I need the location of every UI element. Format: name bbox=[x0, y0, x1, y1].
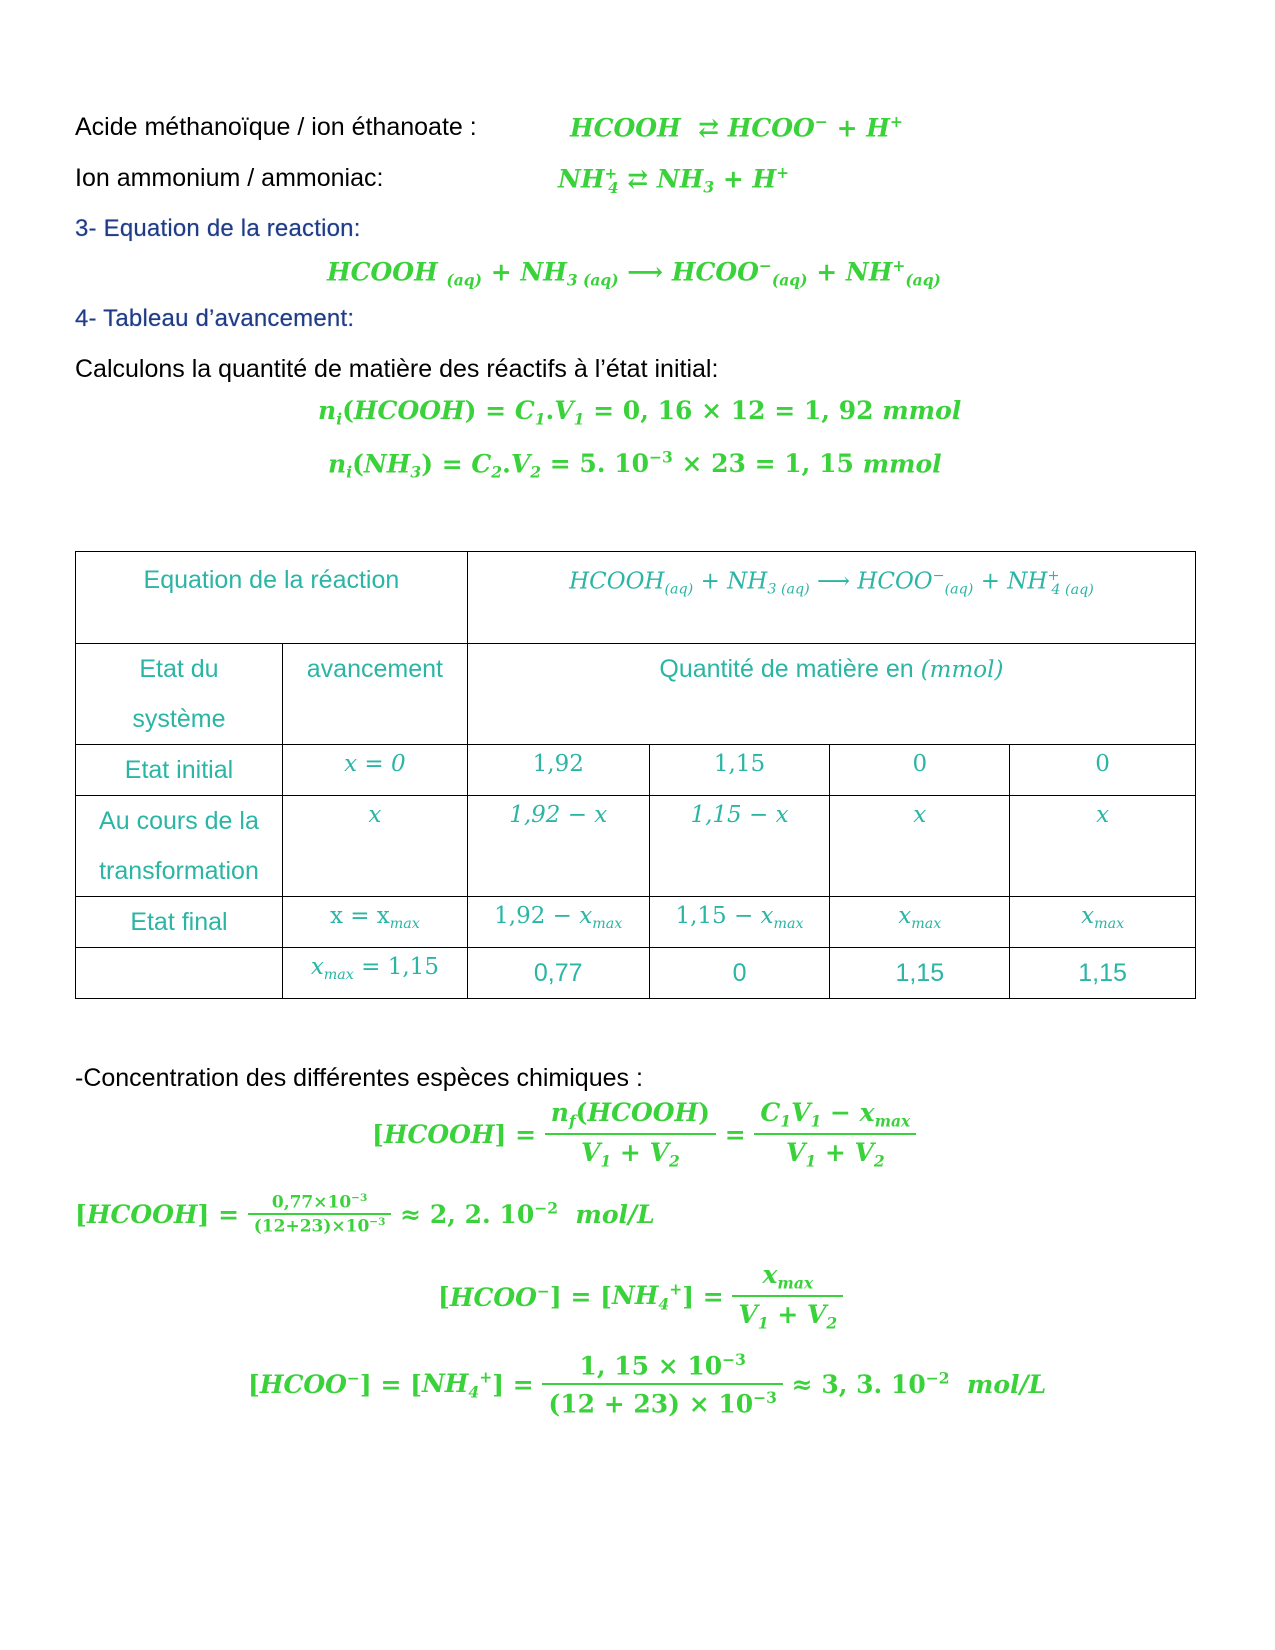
cell-intermediate-1: 1,92 − x bbox=[467, 796, 649, 897]
section-4-heading: 4- Tableau d’avancement: bbox=[75, 305, 355, 332]
table-equation: $HCOOH_{(aq)} + NH_{3 (aq)}$ ⟶ $HCOO^-_{(aq)} + NH^+_{4 (aq)}$ bbox=[467, 552, 1195, 644]
initial-nh3-calc: $n_i(NH_3) = C_2.V_2 = 5$. $10^{-3} \times 23 = 1$, 15 mmol bbox=[328, 448, 942, 482]
section-3-heading: 3- Equation de la reaction: bbox=[75, 215, 361, 242]
advancement-table bbox=[75, 551, 1196, 999]
empty-label-cell bbox=[76, 948, 283, 999]
cell-result-2: 0 bbox=[649, 948, 830, 999]
equation-label: Equation de la réaction bbox=[143, 566, 400, 594]
cell-final-1: $1,92 - x_{max}$ bbox=[467, 897, 649, 948]
cell-final-4: $x_{max}$ bbox=[1010, 897, 1196, 948]
systeme-text: système bbox=[132, 705, 226, 733]
formula-hcoo-numeric: [HCOO−] = $[NH_4^+]$ = $\frac{1, 15 \times 10^{-3}}{(12 + 23) \times 10^{-3}}$ ≈ 3, 3. $10^{-2}$ mol/L bbox=[248, 1350, 1047, 1419]
cell-initial-2: 1,15 bbox=[649, 745, 830, 796]
cell-intermediate-3: x bbox=[830, 796, 1010, 897]
reaction-equation: HCOOH $_{(aq)} + NH_{3 (aq)}$ ⟶ $HCOO^-_{(aq)} + NH^+_{(aq)}$ bbox=[327, 256, 941, 290]
x-initial: x = 0 bbox=[282, 745, 467, 796]
cell-intermediate-4: x bbox=[1010, 796, 1196, 897]
x-final: $x = x_{max}$ bbox=[282, 897, 467, 948]
cell-initial-3: 0 bbox=[830, 745, 1010, 796]
cell-final-3: $x_{max}$ bbox=[830, 897, 1010, 948]
cell-result-3: 1,15 bbox=[830, 948, 1010, 999]
couple-equation-1: HCOOH ⇄ HCOO− + H+ bbox=[570, 112, 903, 143]
cell-result-4: 1,15 bbox=[1010, 948, 1196, 999]
cell-final-2: $1,15 - x_{max}$ bbox=[649, 897, 830, 948]
initial-intro: Calculons la quantité de matière des réactifs à l’état initial: bbox=[75, 355, 719, 383]
xmax-value-text: = 1,15 bbox=[361, 954, 439, 980]
au-cours-text: Au cours de la bbox=[99, 807, 259, 835]
x-intermediate: x bbox=[282, 796, 467, 897]
equation-label-cell bbox=[76, 552, 468, 644]
xmax-value: $x_{max} = 1,15$ bbox=[282, 948, 467, 999]
formula-hcooh-numeric: [HCOOH] = $\frac{0,77\times 10^{-3}}{(12+23)\times 10^{-3}}$ ≈ 2, 2. $10^{-2}$ mol/L bbox=[75, 1192, 655, 1237]
formula-hcoo-general: [HCOO−] = $[NH_4^+]$ = $\frac{x_{max}}{V_1 + V_2}$ bbox=[438, 1260, 843, 1333]
initial-hcooh-calc: $n_i(HCOOH) = C_1.V_1 = 0$, 16 × 12 = 1, 92 mmol bbox=[318, 396, 962, 429]
etat-initial-label: Etat initial bbox=[76, 745, 283, 796]
cell-initial-1: 1,92 bbox=[467, 745, 649, 796]
formula-hcooh-general: [HCOOH] = $\frac{n_f(HCOOH)}{V_1 + V_2}$ = $\frac{C_1V_1 - x_{max}}{V_1 + V_2}$ bbox=[372, 1098, 916, 1171]
cell-intermediate-2: 1,15 − x bbox=[649, 796, 830, 897]
couple-equation-2: $NH^+_4$ ⇄ $NH_3 + H^+$ bbox=[558, 163, 790, 197]
couple-label-2: Ion ammonium / ammoniac: bbox=[75, 164, 384, 192]
table-row bbox=[76, 745, 1196, 796]
avancement-header bbox=[282, 644, 467, 745]
etat-du-text: Etat du bbox=[139, 655, 219, 683]
table-row bbox=[76, 948, 1196, 999]
table-row bbox=[76, 796, 1196, 897]
couple-label-1: Acide méthanoïque / ion éthanoate : bbox=[75, 113, 477, 141]
etat-systeme-header bbox=[76, 644, 283, 745]
quantite-header bbox=[467, 644, 1195, 745]
unit-mmol: (mmol) bbox=[920, 657, 1004, 683]
etat-final-label: Etat final bbox=[76, 897, 283, 948]
cell-result-1: 0,77 bbox=[467, 948, 649, 999]
quantite-text: Quantité de matière en bbox=[659, 655, 914, 683]
table-row bbox=[76, 897, 1196, 948]
transformation-text: transformation bbox=[99, 857, 259, 885]
avancement-text: avancement bbox=[306, 655, 443, 683]
au-cours-label bbox=[76, 796, 283, 897]
concentration-heading: -Concentration des différentes espèces chimiques : bbox=[75, 1064, 643, 1092]
cell-initial-4: 0 bbox=[1010, 745, 1196, 796]
